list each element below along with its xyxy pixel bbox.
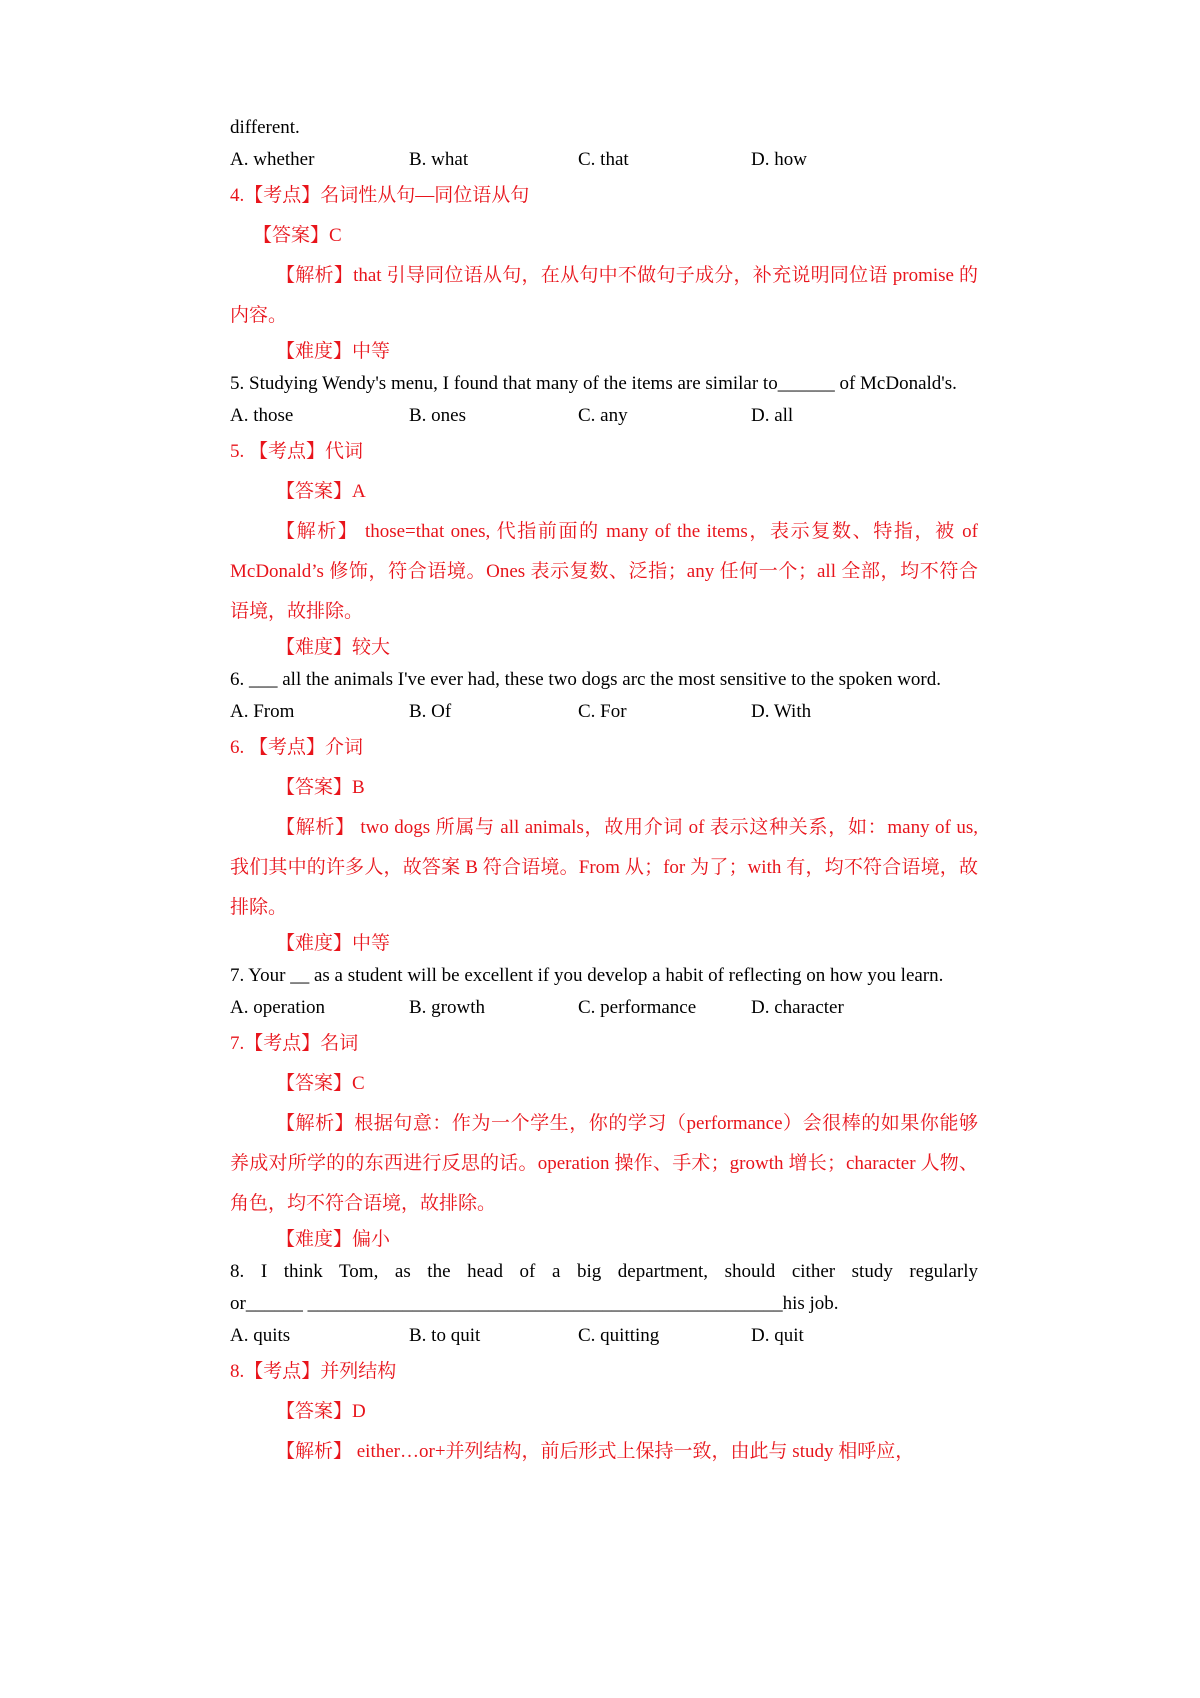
question-8-stem-line2: or______ __________________________________________________his job. (230, 1293, 839, 1314)
q6-answer: 【答案】B (276, 777, 365, 798)
option-a: A. From (230, 701, 295, 722)
option-b: B. what (409, 149, 469, 170)
option-d: D. With (751, 701, 812, 722)
option-a: A. whether (230, 149, 315, 170)
option-c: C. any (578, 405, 628, 426)
q6-point: 6. 【考点】介词 (230, 737, 364, 758)
q4-answer: 【答案】C (253, 225, 342, 246)
q4-difficulty: 【难度】中等 (276, 341, 391, 362)
question-6-stem: 6. ___ all the animals I've ever had, these two dogs arc the most sensitive to the spoken word. (230, 669, 942, 690)
option-b: B. ones (409, 405, 466, 426)
option-c: C. quitting (578, 1325, 660, 1346)
q6-analysis: 【解析】 two dogs 所属与 all animals，故用介词 of 表示这种关系，如：many of us, 我们其中的许多人，故答案 B 符合语境。From 从；for 为了；with 有，均不符合语境，故排除。 (230, 817, 978, 918)
q7-point: 7.【考点】名词 (230, 1033, 359, 1054)
q4-analysis: 【解析】that 引导同位语从句，在从句中不做句子成分，补充说明同位语 promise 的内容。 (230, 265, 978, 326)
q7-difficulty: 【难度】偏小 (276, 1229, 391, 1250)
question-8-options (230, 1320, 978, 1352)
question-3-fragment: different. (230, 117, 300, 138)
question-3-options (230, 144, 978, 176)
q8-point: 8.【考点】并列结构 (230, 1361, 397, 1382)
question-7-options (230, 992, 978, 1024)
q8-analysis: 【解析】 either…or+并列结构，前后形式上保持一致，由此与 study 相呼应， (276, 1441, 915, 1462)
option-b: B. to quit (409, 1325, 481, 1346)
option-a: A. those (230, 405, 294, 426)
question-5-options (230, 400, 978, 432)
option-c: C. For (578, 701, 627, 722)
option-c: C. performance (578, 997, 697, 1018)
q5-difficulty: 【难度】较大 (276, 637, 391, 658)
option-b: B. Of (409, 701, 452, 722)
question-5-stem: 5. Studying Wendy's menu, I found that many of the items are similar to______ of McDonald's. (230, 373, 957, 394)
question-6-options (230, 696, 978, 728)
q8-answer: 【答案】D (276, 1401, 366, 1422)
question-8-stem-line1: 8. I think Tom, as the head of a big department, should cither study regularly (230, 1261, 978, 1282)
q7-answer: 【答案】C (276, 1073, 365, 1094)
q5-point: 5. 【考点】代词 (230, 441, 364, 462)
option-d: D. quit (751, 1325, 804, 1346)
question-7-stem: 7. Your __ as a student will be excellent if you develop a habit of reflecting on how you learn. (230, 965, 944, 986)
option-d: D. character (751, 997, 844, 1018)
option-c: C. that (578, 149, 629, 170)
q4-point: 4.【考点】名词性从句—同位语从句 (230, 185, 530, 206)
document-page (230, 112, 978, 1472)
option-a: A. operation (230, 997, 325, 1018)
q6-difficulty: 【难度】中等 (276, 933, 391, 954)
q7-analysis: 【解析】根据句意：作为一个学生，你的学习（performance）会很棒的如果你能够养成对所学的的东西进行反思的话。operation 操作、手术；growth 增长；character 人物、角色，均不符合语境，故排除。 (230, 1113, 978, 1214)
q5-answer: 【答案】A (276, 481, 366, 502)
option-d: D. all (751, 405, 794, 426)
option-d: D. how (751, 149, 807, 170)
option-b: B. growth (409, 997, 485, 1018)
q5-analysis: 【解析】 those=that ones, 代指前面的 many of the items，表示复数、特指，被 of McDonald’s 修饰，符合语境。Ones 表示复数、泛指；any 任何一个；all 全部，均不符合语境，故排除。 (230, 521, 978, 622)
option-a: A. quits (230, 1325, 291, 1346)
